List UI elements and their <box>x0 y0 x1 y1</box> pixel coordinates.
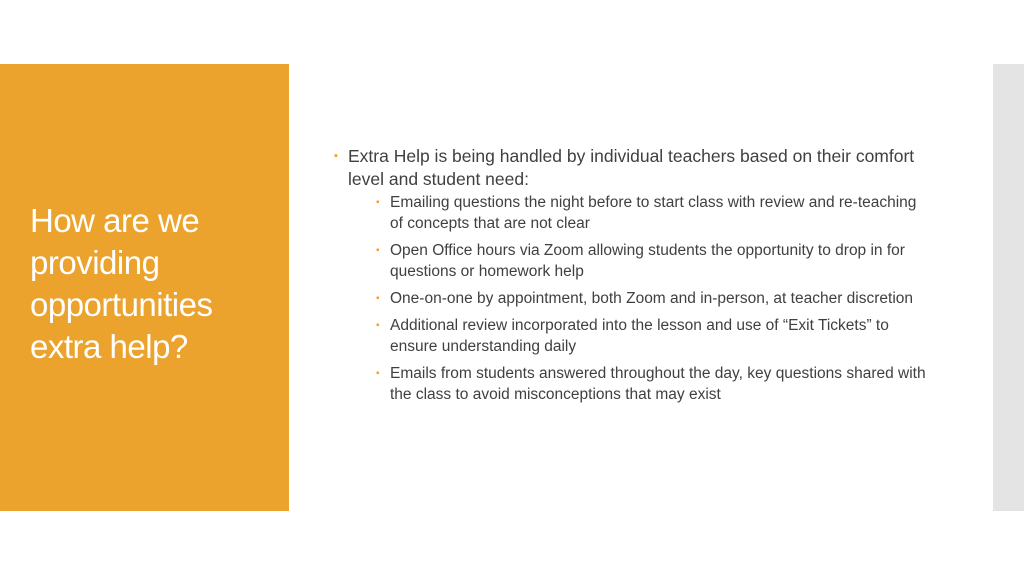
sub-bullet-list <box>330 192 930 405</box>
bullet-icon: ▪ <box>376 320 380 331</box>
sub-bullet-item <box>330 315 930 357</box>
sub-bullet-item <box>330 192 930 234</box>
bullet-icon: ▪ <box>376 197 380 208</box>
bullet-icon: ▪ <box>376 368 380 379</box>
bullet-icon: ▪ <box>376 245 380 256</box>
slide-title: How are we providing opportunities extra help? <box>30 202 213 365</box>
sub-bullet-text: One-on-one by appointment, both Zoom and in-person, at teacher discretion <box>390 290 914 307</box>
sub-bullet-text: Open Office hours via Zoom allowing students the opportunity to drop in for questions or homework help <box>390 242 905 280</box>
sub-bullet-item <box>330 240 930 282</box>
main-bullet-text: Extra Help is being handled by individual teachers based on their comfort level and student need: <box>348 146 915 189</box>
bullet-icon: ▪ <box>334 150 338 162</box>
main-bullet <box>330 145 930 191</box>
sub-bullet-text: Emails from students answered throughout the day, key questions shared with the class to avoid misconceptions that may exist <box>390 365 926 403</box>
bullet-icon: ▪ <box>376 293 380 304</box>
content-area <box>330 145 930 411</box>
sub-bullet-item <box>330 288 930 309</box>
sub-bullet-text: Additional review incorporated into the lesson and use of “Exit Tickets” to ensure understanding daily <box>390 317 889 355</box>
sub-bullet-text: Emailing questions the night before to start class with review and re-teaching of concepts that are not clear <box>390 194 917 232</box>
sub-bullet-item <box>330 363 930 405</box>
right-edge-bar <box>993 64 1024 511</box>
